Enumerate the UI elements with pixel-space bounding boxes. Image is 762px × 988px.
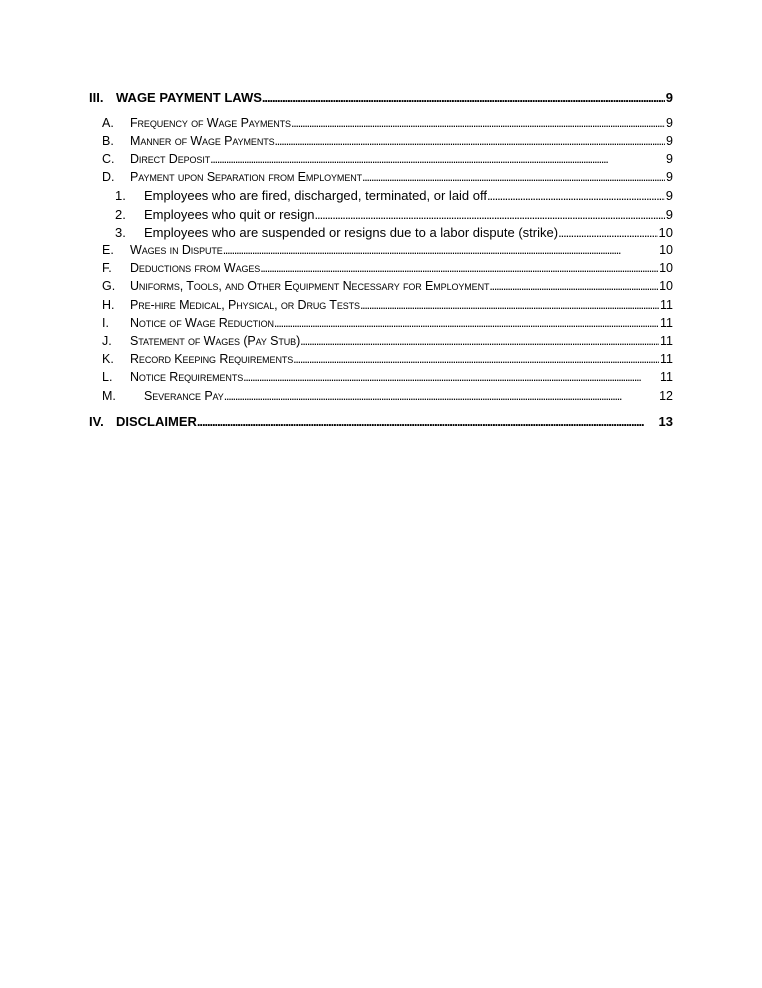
toc-entry-page: 11 xyxy=(660,370,673,384)
toc-entry-title: Pre-hire Medical, Physical, or Drug Tests xyxy=(130,298,360,312)
toc-entry-notice-of-wage-reduction[interactable] xyxy=(102,316,673,330)
toc-entry-page: 10 xyxy=(658,225,673,240)
toc-entry-page: 13 xyxy=(658,414,673,429)
dot-leader xyxy=(210,152,665,166)
toc-entry-page: 11 xyxy=(660,316,673,330)
toc-entry-marker: F. xyxy=(102,261,112,275)
toc-entry-title: Frequency of Wage Payments xyxy=(130,116,291,130)
toc-entry-page: 11 xyxy=(660,352,673,366)
toc-entry-marker: 2. xyxy=(115,207,126,222)
toc-entry-page: 9 xyxy=(665,207,673,222)
toc-entry-marker: A. xyxy=(102,116,114,130)
toc-entry-pre-hire-medical[interactable] xyxy=(102,298,673,312)
dot-leader xyxy=(262,90,665,105)
toc-entry-statement-of-wages[interactable] xyxy=(102,334,673,348)
dot-leader xyxy=(362,170,665,184)
toc-entry-frequency-of-wage-payments[interactable] xyxy=(102,116,673,130)
toc-entry-title: Notice of Wage Reduction xyxy=(130,316,274,330)
toc-entry-page: 12 xyxy=(659,389,673,403)
toc-entry-title: Uniforms, Tools, and Other Equipment Necessary for Employment xyxy=(130,279,490,293)
toc-entry-marker: D. xyxy=(102,170,115,184)
toc-entry-page: 10 xyxy=(659,279,673,293)
toc-entry-page: 9 xyxy=(666,116,673,130)
toc-entry-page: 9 xyxy=(665,90,673,105)
toc-entry-marker: C. xyxy=(102,152,115,166)
toc-entry-marker: 3. xyxy=(115,225,126,240)
toc-entry-title: Employees who quit or resign xyxy=(144,207,315,222)
toc-entry-marker: E. xyxy=(102,243,114,257)
toc-entry-page: 9 xyxy=(666,152,673,166)
toc-entry-title: WAGE PAYMENT LAWS xyxy=(116,90,262,105)
toc-entry-page: 11 xyxy=(660,298,673,312)
toc-entry-manner-of-wage-payments[interactable] xyxy=(102,134,673,148)
toc-entry-page: 11 xyxy=(660,334,673,348)
toc-entry-direct-deposit[interactable] xyxy=(102,152,673,166)
dot-leader xyxy=(315,207,665,222)
dot-leader xyxy=(291,116,665,130)
dot-leader xyxy=(274,316,659,330)
toc-entry-title: Manner of Wage Payments xyxy=(130,134,275,148)
dot-leader xyxy=(487,188,665,203)
dot-leader xyxy=(223,243,658,257)
toc-entry-deductions-from-wages[interactable] xyxy=(102,261,673,275)
toc-entry-title: Record Keeping Requirements xyxy=(130,352,294,366)
toc-entry-page: 9 xyxy=(666,134,673,148)
toc-entry-marker: I. xyxy=(102,316,109,330)
dot-leader xyxy=(300,334,659,348)
toc-entry-uniforms-tools[interactable] xyxy=(102,279,673,293)
dot-leader xyxy=(224,389,658,403)
toc-entry-title: Notice Requirements xyxy=(130,370,244,384)
dot-leader xyxy=(293,352,659,366)
toc-entry-page: 10 xyxy=(659,261,673,275)
toc-entry-employees-quit[interactable] xyxy=(115,207,673,222)
toc-entry-page: 10 xyxy=(659,243,673,257)
dot-leader xyxy=(197,414,658,429)
toc-entry-marker: III. xyxy=(89,90,104,105)
toc-entry-notice-requirements[interactable] xyxy=(102,370,673,384)
toc-entry-marker: L. xyxy=(102,370,113,384)
toc-entry-title: Payment upon Separation from Employment xyxy=(130,170,363,184)
toc-entry-marker: H. xyxy=(102,298,115,312)
dot-leader xyxy=(360,298,659,312)
toc-entry-disclaimer[interactable] xyxy=(89,414,673,429)
toc-entry-wages-in-dispute[interactable] xyxy=(102,243,673,257)
toc-entry-page: 9 xyxy=(665,188,673,203)
toc-entry-page: 9 xyxy=(666,170,673,184)
toc-entry-marker: J. xyxy=(102,334,112,348)
toc-entry-record-keeping[interactable] xyxy=(102,352,673,366)
dot-leader xyxy=(558,225,657,240)
toc-entry-title: Severance Pay xyxy=(144,389,224,403)
toc-entry-title: Employees who are fired, discharged, terminated, or laid off xyxy=(144,188,487,203)
dot-leader xyxy=(243,370,659,384)
toc-entry-marker: 1. xyxy=(115,188,126,203)
toc-entry-marker: IV. xyxy=(89,414,104,429)
dot-leader xyxy=(260,261,658,275)
toc-entry-employees-suspended[interactable] xyxy=(115,225,673,240)
toc-entry-marker: G. xyxy=(102,279,116,293)
toc-entry-severance-pay[interactable] xyxy=(102,389,673,403)
toc-entry-wage-payment-laws[interactable] xyxy=(89,90,673,105)
toc-entry-marker: M. xyxy=(102,389,116,403)
toc-entry-title: DISCLAIMER xyxy=(116,414,197,429)
toc-entry-marker: B. xyxy=(102,134,114,148)
toc-entry-title: Wages in Dispute xyxy=(130,243,223,257)
toc-entry-marker: K. xyxy=(102,352,114,366)
toc-entry-payment-upon-separation[interactable] xyxy=(102,170,673,184)
toc-entry-title: Direct Deposit xyxy=(130,152,211,166)
dot-leader xyxy=(489,279,658,293)
toc-entry-title: Employees who are suspended or resigns due to a labor dispute (strike) xyxy=(144,225,559,240)
toc-entry-title: Deductions from Wages xyxy=(130,261,261,275)
dot-leader xyxy=(275,134,666,148)
toc-entry-employees-fired[interactable] xyxy=(115,188,673,203)
toc-entry-title: Statement of Wages (Pay Stub) xyxy=(130,334,301,348)
